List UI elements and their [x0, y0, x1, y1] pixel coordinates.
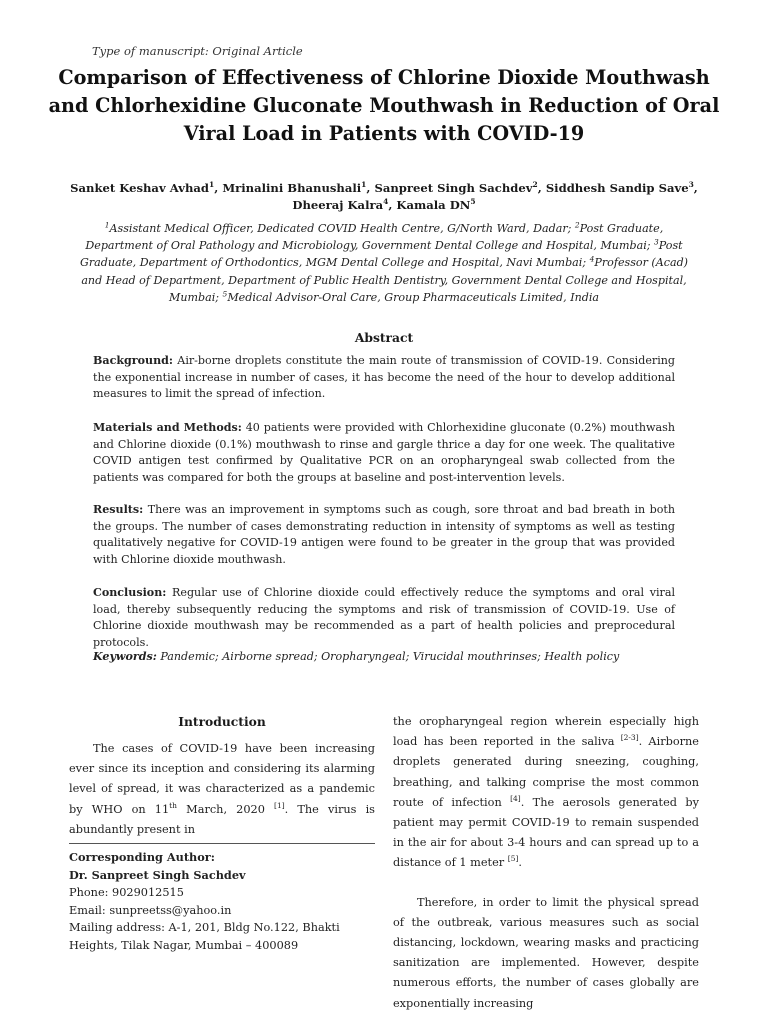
- corresponding-name: Dr. Sanpreet Singh Sachdev: [69, 867, 246, 882]
- corresponding-address: Mailing address: A-1, 201, Bldg No.122, Bhakti Heights, Tilak Nagar, Mumbai – 400089: [69, 921, 340, 952]
- introduction-heading: Introduction: [178, 714, 266, 729]
- footnote-divider: [69, 843, 375, 844]
- section-text: There was an improvement in symptoms such as cough, sore throat and bad breath in both the groups. The number of cases demonstrating reduction in intensity of symptoms as well as testing qualitatively negative for COVID-19 antigen were found to be greater in the group that was provided with Chlorine dioxide mouthwash.: [93, 503, 675, 566]
- affiliation-text: Medical Advisor-Oral Care, Group Pharmaceuticals Limited, India: [227, 290, 600, 304]
- affiliation-number: 5: [222, 289, 228, 299]
- author-affiliation-mark: 1: [209, 180, 215, 190]
- body-text: March, 2020: [177, 802, 275, 816]
- author-name: Siddhesh Sandip Save: [545, 181, 689, 195]
- body-text: The cases of COVID-19 have been increasing ever since its inception and considering its alarming level of spread, it was characterized as a pandemic by WHO on 11: [69, 742, 375, 816]
- body-text: . Airborne droplets generated during sneezing, coughing, breathing, and talking comprise the most common route of infection: [393, 735, 699, 809]
- affiliation-text: Post Graduate, Department of Orthodontics, MGM Dental College and Hospital, Navi Mumbai;: [80, 239, 683, 270]
- body-text: . The aerosols generated by patient may permit COVID-19 to remain suspended in the air for about 3-4 hours and can spread up to a distance of 1 meter: [393, 795, 699, 870]
- affiliation-number: 3: [654, 237, 659, 247]
- keywords-text: Pandemic; Airborne spread; Oropharyngeal; Virucidal mouthrinses; Health policy: [156, 650, 620, 663]
- corresponding-author-block: [69, 849, 375, 954]
- affiliation-text: Post Graduate, Department of Oral Pathology and Microbiology, Government Dental College and Hospital, Mumbai;: [85, 222, 664, 253]
- affiliation-number: 4: [589, 254, 595, 264]
- body-text: .: [518, 856, 522, 870]
- corresponding-phone: Phone: 9029012515: [69, 886, 184, 899]
- intro-paragraph-2: Therefore, in order to limit the physical spread of the outbreak, various measures such as social distancing, lockdown, wearing masks and practicing sanitization are implemented. However, despite numerous efforts, the number of cases globally are exponentially increasing: [393, 895, 699, 1010]
- intro-paragraph-continued: [393, 712, 699, 874]
- corresponding-label: Corresponding Author:: [69, 850, 215, 864]
- body-text: . The virus is abundantly present in: [69, 802, 375, 836]
- citation: [2-3]: [620, 733, 639, 743]
- intro-paragraph: [69, 739, 375, 840]
- author-name: Dheeraj Kalra: [292, 198, 384, 212]
- body-text: the oropharyngeal region wherein especially high load has been reported in the saliva: [393, 715, 699, 749]
- author-name: Kamala DN: [396, 198, 471, 212]
- citation: [4]: [510, 794, 521, 804]
- ordinal-suffix: th: [169, 800, 178, 810]
- author-name: Mrinalini Bhanushali: [222, 181, 362, 195]
- manuscript-type: Type of manuscript: Original Article: [92, 44, 303, 58]
- section-label: Materials and Methods:: [93, 421, 242, 434]
- section-label: Background:: [93, 354, 173, 367]
- author-name: Sanket Keshav Avhad: [70, 181, 210, 195]
- right-column: [393, 712, 699, 1014]
- citation: [5]: [507, 854, 519, 864]
- affiliation-text: Assistant Medical Officer, Dedicated COVID Health Centre, G/North Ward, Dadar;: [109, 222, 575, 235]
- author-name: Sanpreet Singh Sachdev: [374, 181, 533, 195]
- paper-title: Comparison of Effectiveness of Chlorine Dioxide Mouthwash and Chlorhexidine Gluconate Mouthwash in Reduction of Oral Viral Load in Patients with COVID-19: [48, 66, 720, 145]
- affiliations: [70, 220, 698, 306]
- author-affiliation-mark: 2: [532, 180, 538, 190]
- section-text: Regular use of Chlorine dioxide could effectively reduce the symptoms and oral viral load, thereby subsequently reducing the symptoms and risk of transmission of COVID-19. Use of Chlorine dioxide mouthwash may be recommended as a part of health policies and preprocedural protocols.: [93, 586, 675, 649]
- abstract-results: [93, 502, 675, 568]
- citation: [1]: [274, 800, 285, 810]
- author-affiliation-mark: 5: [470, 197, 476, 207]
- author-affiliation-mark: 4: [383, 197, 389, 207]
- corresponding-email: Email: sunpreetss@yahoo.in: [69, 903, 232, 917]
- author-affiliation-mark: 3: [688, 180, 694, 190]
- abstract-conclusion: [93, 585, 675, 651]
- left-column: [69, 739, 375, 840]
- affiliation-text: Professor (Acad) and Head of Department, Department of Public Health Dentistry, Government Dental College and Hospital, Mumbai;: [81, 256, 688, 304]
- abstract-methods: [93, 420, 675, 486]
- abstract-background: [93, 353, 675, 403]
- author-affiliation-mark: 1: [361, 180, 367, 190]
- section-label: Results:: [93, 503, 144, 516]
- abstract-keywords: [93, 649, 675, 666]
- affiliation-number: 1: [104, 220, 110, 230]
- abstract-heading: Abstract: [354, 330, 414, 345]
- section-text: Air-borne droplets constitute the main route of transmission of COVID-19. Considering the exponential increase in number of cases, it has become the need of the hour to develop additional measures to limit the spread of infection.: [93, 354, 675, 400]
- author-list: Sanket Keshav Avhad$^1$, Mrinalini Bhanushali$^1$, Sanpreet Singh Sachdev$^2$, Siddhesh Sandip Save$^3$, Dheeraj Kalra$^4$, Kamala $DN^5$: [70, 180, 698, 212]
- section-text: 40 patients were provided with Chlorhexidine gluconate (0.2%) mouthwash and Chlorine dioxide (0.1%) mouthwash to rinse and gargle thrice a day for one week. The qualitative COVID antigen test confirmed by Qualitative PCR on an oropharyngeal swab collected from the patients was compared for both the groups at baseline and post-intervention levels.: [93, 421, 675, 484]
- affiliation-number: 2: [574, 220, 580, 230]
- keywords-label: Keywords:: [93, 650, 157, 663]
- section-label: Conclusion:: [93, 586, 167, 599]
